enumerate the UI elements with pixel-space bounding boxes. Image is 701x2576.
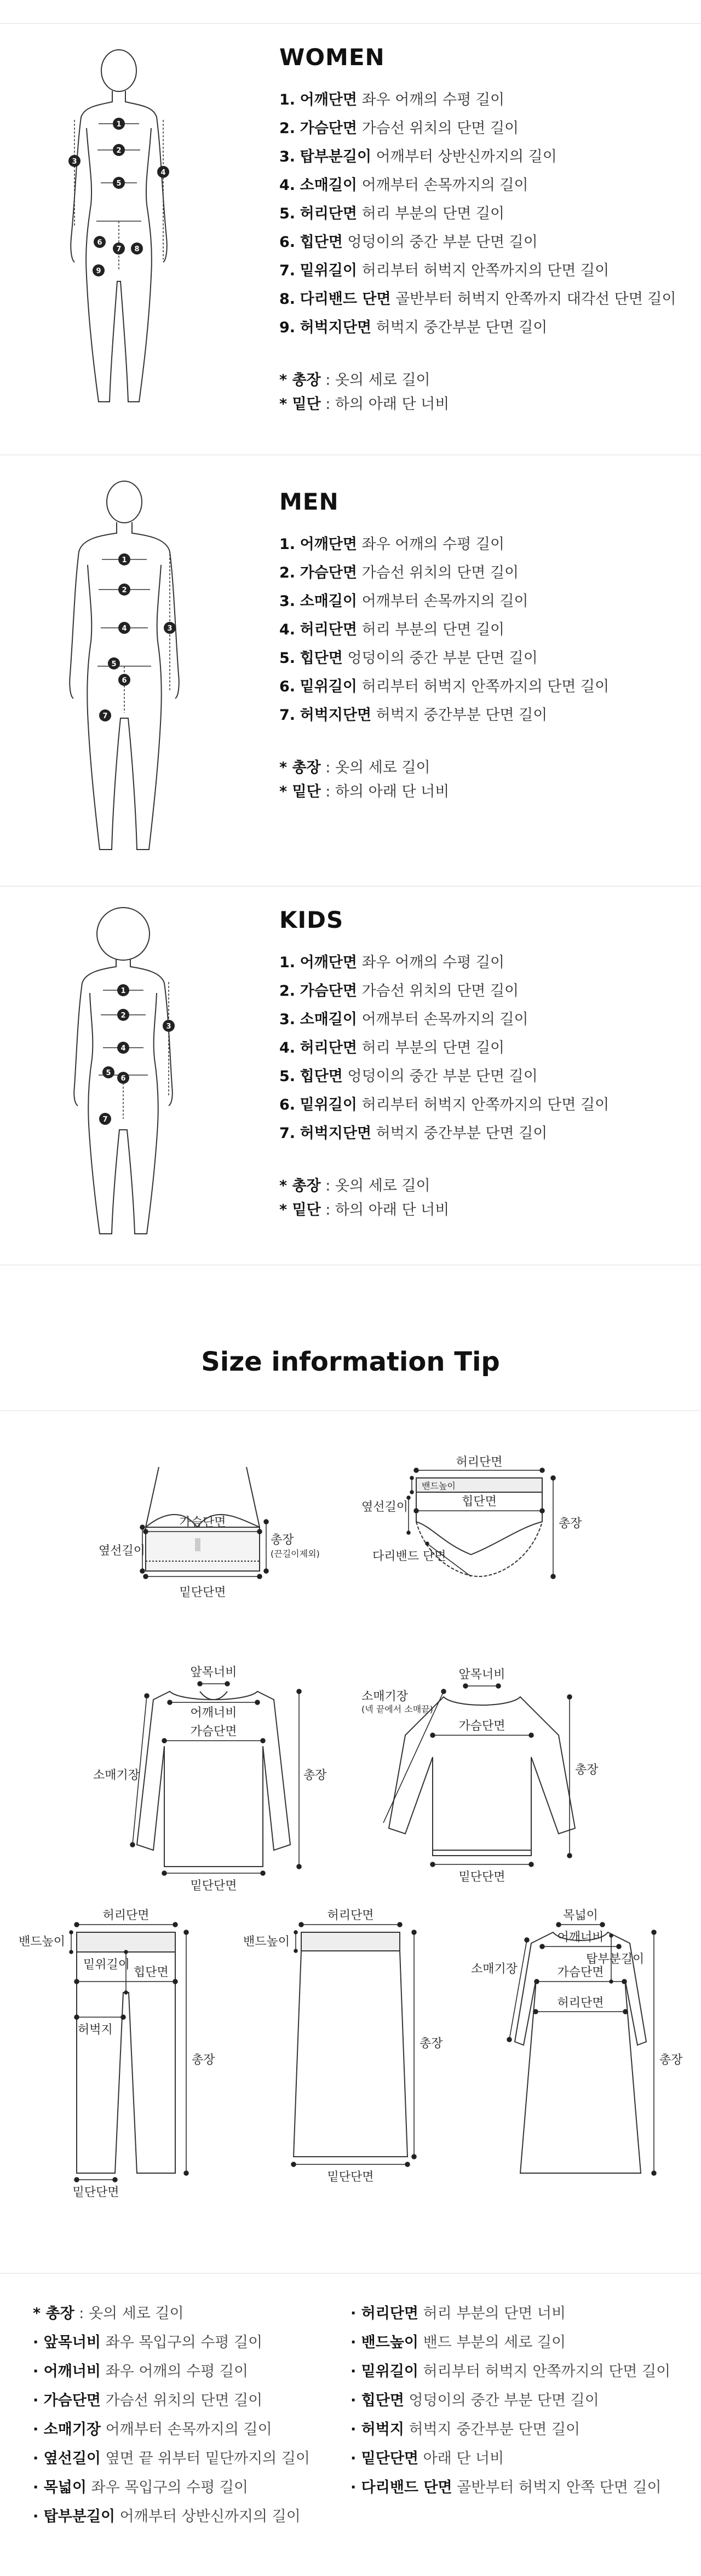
list-item: 2. 가슴단면 가슴선 위치의 단면 길이 — [279, 564, 519, 581]
list-item: 8. 다리밴드 단면 골반부터 허벅지 안쪽까지 대각선 단면 길이 — [279, 291, 676, 308]
glossary-item: · 다리밴드 단면 골반부터 허벅지 안쪽 단면 길이 — [350, 2479, 662, 2496]
glossary-item: · 옆선길이 옆면 끝 위부터 밑단까지의 길이 — [33, 2450, 310, 2467]
dress-shoulder-label: 어깨너비 — [557, 1931, 604, 1944]
divider — [0, 2273, 701, 2274]
glossary-item: · 허리단면 허리 부분의 단면 너비 — [350, 2305, 566, 2322]
svg-text:3: 3 — [72, 158, 77, 166]
pants-total-label: 총장 — [192, 2053, 215, 2067]
divider — [0, 1264, 701, 1266]
raglan-total-label: 총장 — [575, 1763, 599, 1777]
svg-text:6: 6 — [122, 677, 127, 685]
note-total-length: * 총장 : 옷의 세로 길이 — [279, 372, 430, 389]
pants-diagram — [16, 1899, 225, 2206]
raglan-diagram — [361, 1648, 613, 1899]
svg-text:1: 1 — [122, 556, 127, 564]
shirt-chest-label: 가슴단면 — [190, 1725, 237, 1738]
note-hem: * 밑단 : 하의 아래 단 너비 — [279, 1202, 450, 1218]
glossary-right-column — [350, 2299, 679, 2502]
kids-section — [0, 887, 701, 1264]
bra-total-note: (끈길이제외) — [271, 1549, 320, 1559]
raglan-neck-label: 앞목너비 — [458, 1668, 505, 1682]
list-item: 2. 가슴단면 가슴선 위치의 단면 길이 — [279, 120, 519, 137]
list-item: 6. 밑위길이 허리부터 허벅지 안쪽까지의 단면 길이 — [279, 678, 610, 695]
women-section — [0, 24, 701, 454]
svg-text:5: 5 — [106, 1069, 111, 1077]
list-item: 1. 어깨단면 좌우 어깨의 수평 길이 — [279, 954, 505, 971]
svg-text:6: 6 — [97, 239, 102, 247]
glossary-left-column — [33, 2299, 318, 2531]
svg-text:9: 9 — [96, 267, 101, 275]
skirt-total-label: 총장 — [420, 2037, 443, 2051]
glossary-item: · 힙단면 엉덩이의 중간 부분 단면 길이 — [350, 2392, 599, 2409]
skirt-hem-label: 밑단단면 — [327, 2170, 374, 2184]
list-item: 9. 허벅지단면 허벅지 중간부분 단면 길이 — [279, 319, 548, 336]
dress-waist-label: 허리단면 — [557, 1996, 604, 2010]
list-item: 3. 소매길이 어깨부터 손목까지의 길이 — [279, 593, 528, 610]
list-item: 3. 소매길이 어깨부터 손목까지의 길이 — [279, 1011, 528, 1028]
skirt-waist-label: 허리단면 — [327, 1909, 374, 1922]
note-hem: * 밑단 : 하의 아래 단 너비 — [279, 396, 450, 413]
list-item: 4. 허리단면 허리 부분의 단면 길이 — [279, 1039, 505, 1056]
tip-title: Size information Tip — [201, 1347, 500, 1377]
women-body-figure — [55, 41, 197, 424]
glossary-item: · 소매기장 어깨부터 손목까지의 길이 — [33, 2421, 272, 2438]
svg-text:1: 1 — [120, 987, 126, 995]
list-item: 6. 밑위길이 허리부터 허벅지 안쪽까지의 단면 길이 — [279, 1096, 610, 1113]
svg-text:6: 6 — [120, 1075, 126, 1083]
skirt-diagram — [241, 1899, 460, 2206]
panty-side-label: 옆선길이 — [361, 1500, 409, 1514]
svg-text:7: 7 — [102, 712, 108, 720]
dress-total-label: 총장 — [659, 2053, 683, 2067]
list-item: 4. 허리단면 허리 부분의 단면 길이 — [279, 621, 505, 638]
panty-diagram — [361, 1445, 591, 1609]
men-measurement-list — [279, 530, 609, 730]
bra-diagram — [99, 1445, 329, 1609]
list-item: 5. 허리단면 허리 부분의 단면 길이 — [279, 205, 505, 222]
glossary-item: · 허벅지 허벅지 중간부분 단면 길이 — [350, 2421, 581, 2438]
shirt-neck-label: 앞목너비 — [190, 1666, 237, 1679]
men-body-figure — [55, 472, 197, 866]
raglan-sleeve-label: 소매기장 — [361, 1690, 409, 1703]
glossary-item: · 밑위길이 허리부터 허벅지 안쪽까지의 단면 길이 — [350, 2363, 671, 2380]
note-total-length: * 총장 : 옷의 세로 길이 — [279, 1177, 430, 1194]
list-item: 1. 어깨단면 좌우 어깨의 수평 길이 — [279, 536, 505, 553]
dress-diagram — [471, 1899, 690, 2206]
glossary-item: · 어깨너비 좌우 어깨의 수평 길이 — [33, 2363, 249, 2380]
shirt-diagram — [93, 1648, 345, 1899]
svg-text:4: 4 — [120, 1044, 126, 1053]
skirt-band-label: 밴드높이 — [243, 1935, 290, 1949]
list-item: 7. 허벅지단면 허벅지 중간부분 단면 길이 — [279, 1125, 548, 1142]
men-text — [279, 488, 609, 804]
kids-text — [279, 906, 609, 1222]
kids-measurement-list — [279, 949, 609, 1148]
svg-text:7: 7 — [116, 245, 122, 253]
bra-total-label: 총장 — [271, 1533, 294, 1547]
list-item: 5. 힙단면 엉덩이의 중간 부분 단면 길이 — [279, 1068, 538, 1085]
svg-text:7: 7 — [102, 1116, 108, 1124]
shirt-sleeve-label: 소매기장 — [93, 1769, 140, 1782]
pants-hem-label: 밑단단면 — [72, 2186, 119, 2199]
list-item: 4. 소매길이 어깨부터 손목까지의 길이 — [279, 177, 528, 194]
svg-text:8: 8 — [134, 245, 140, 253]
pants-hip-label: 힙단면 — [134, 1966, 169, 1979]
raglan-sleeve-note: (넥 끝에서 소매끝) — [361, 1704, 433, 1714]
svg-text:4: 4 — [160, 169, 166, 177]
bra-chest-label: 가슴단면 — [179, 1516, 226, 1529]
pants-rise-label: 밑위길이 — [83, 1958, 130, 1972]
glossary-item: · 앞목너비 좌우 목입구의 수평 길이 — [33, 2334, 263, 2351]
women-measurement-list — [279, 86, 676, 342]
shirt-shoulder-label: 어깨너비 — [190, 1706, 237, 1720]
svg-text:1: 1 — [116, 120, 122, 129]
svg-text:2: 2 — [122, 586, 127, 594]
panty-total-label: 총장 — [559, 1517, 582, 1530]
men-title: MEN — [279, 488, 339, 515]
glossary-item: · 목넓이 좌우 목입구의 수평 길이 — [33, 2479, 249, 2496]
dress-top-label: 탑부분길이 — [586, 1953, 645, 1966]
svg-text:5: 5 — [111, 660, 117, 668]
panty-leg-label: 다리밴드 단면 — [372, 1550, 446, 1563]
women-title: WOMEN — [279, 44, 385, 71]
pants-band-label: 밴드높이 — [19, 1935, 66, 1949]
glossary-item: · 밴드높이 밴드 부분의 세로 길이 — [350, 2334, 566, 2351]
svg-text:5: 5 — [116, 180, 122, 188]
raglan-chest-label: 가슴단면 — [458, 1719, 505, 1733]
glossary-item: · 가슴단면 가슴선 위치의 단면 길이 — [33, 2392, 263, 2409]
dress-chest-label: 가슴단면 — [557, 1966, 604, 1979]
women-text — [279, 44, 676, 417]
note-hem: * 밑단 : 하의 아래 단 너비 — [279, 783, 450, 800]
shirt-hem-label: 밑단단면 — [190, 1879, 237, 1893]
svg-text:2: 2 — [116, 147, 122, 155]
glossary-item: * 총장 : 옷의 세로 길이 — [33, 2305, 184, 2322]
panty-band-label: 밴드높이 — [422, 1481, 456, 1491]
svg-text:3: 3 — [166, 1023, 171, 1031]
svg-text:3: 3 — [167, 625, 173, 633]
list-item: 7. 허벅지단면 허벅지 중간부분 단면 길이 — [279, 707, 548, 724]
kids-body-figure — [55, 900, 197, 1250]
list-item: 5. 힙단면 엉덩이의 중간 부분 단면 길이 — [279, 650, 538, 667]
shirt-total-label: 총장 — [303, 1769, 327, 1782]
list-item: 6. 힙단면 엉덩이의 중간 부분 단면 길이 — [279, 234, 538, 251]
raglan-hem-label: 밑단단면 — [458, 1870, 505, 1884]
dress-sleeve-label: 소매기장 — [471, 1962, 518, 1976]
panty-waist-label: 허리단면 — [456, 1456, 503, 1469]
divider — [0, 1410, 701, 1411]
pants-waist-label: 허리단면 — [102, 1909, 150, 1922]
kids-title: KIDS — [279, 906, 344, 933]
panty-hip-label: 힙단면 — [462, 1495, 497, 1509]
glossary-item: · 밑단단면 아래 단 너비 — [350, 2450, 504, 2467]
pants-thigh-label: 허벅지 — [78, 2023, 113, 2037]
bra-side-label: 옆선길이 — [99, 1544, 146, 1558]
list-item: 3. 탑부분길이 어깨부터 상반신까지의 길이 — [279, 148, 557, 165]
list-item: 2. 가슴단면 가슴선 위치의 단면 길이 — [279, 983, 519, 1000]
glossary-item: · 탑부분길이 어깨부터 상반신까지의 길이 — [33, 2508, 301, 2525]
men-section — [0, 455, 701, 886]
note-total-length: * 총장 : 옷의 세로 길이 — [279, 759, 430, 776]
svg-text:4: 4 — [122, 625, 127, 633]
list-item: 1. 어깨단면 좌우 어깨의 수평 길이 — [279, 91, 505, 108]
list-item: 7. 밑위길이 허리부터 허벅지 안쪽까지의 단면 길이 — [279, 262, 610, 279]
svg-text:2: 2 — [120, 1012, 126, 1020]
dress-neck-label: 목넓이 — [563, 1909, 598, 1922]
bra-hem-label: 밑단단면 — [179, 1586, 226, 1599]
